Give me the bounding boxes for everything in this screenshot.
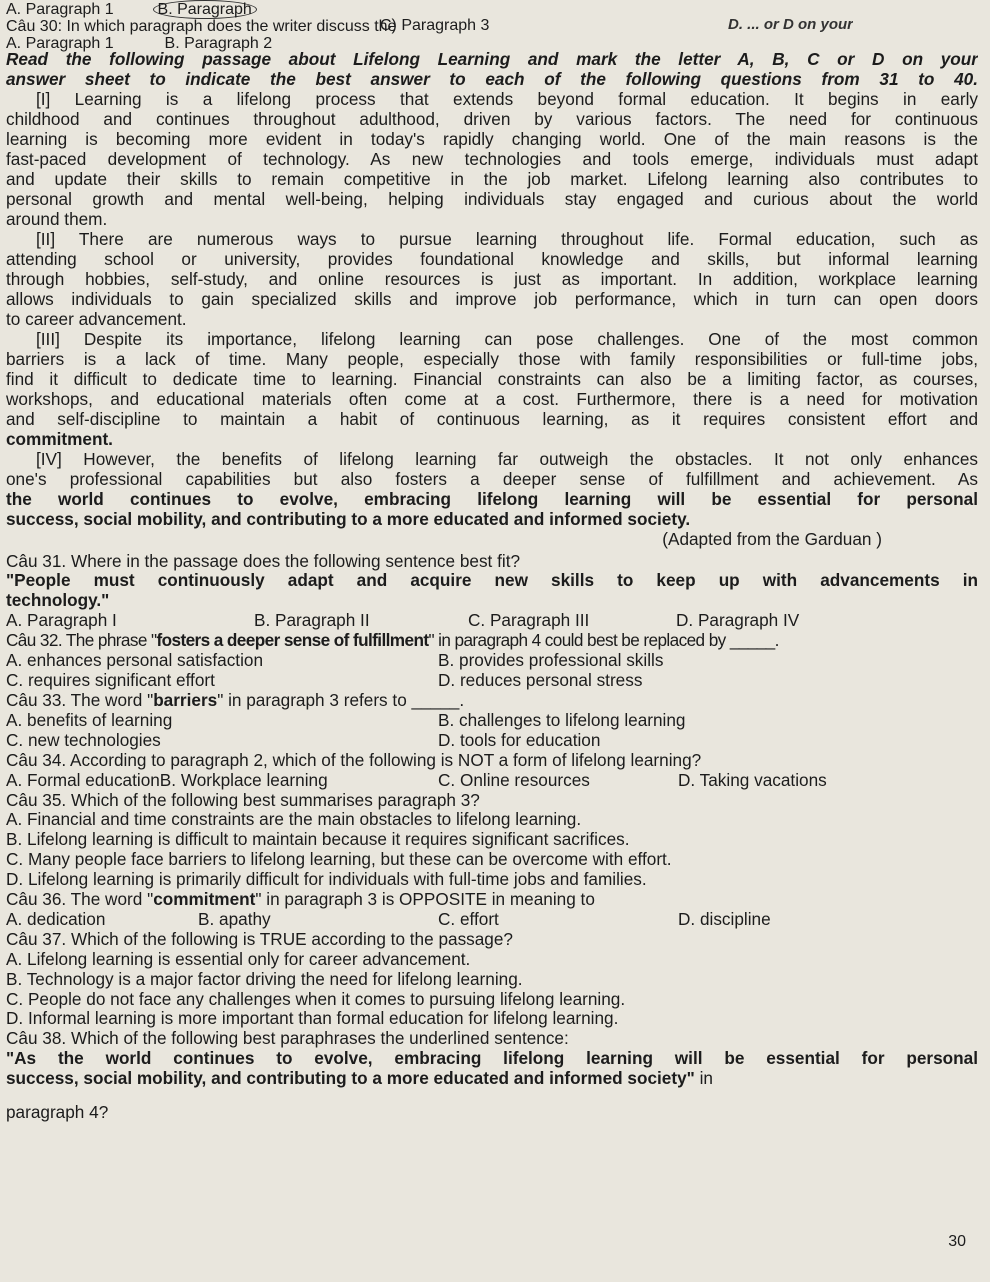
q32-option-a[interactable]: A. enhances personal satisfaction	[6, 650, 264, 671]
q38-quote-bold: success, social mobility, and contributing to a more educated and informed society"	[6, 1069, 695, 1089]
q33-options-row-2	[6, 731, 978, 751]
q29-option-b: B. Paragraph	[153, 0, 257, 19]
p4-line-4: success, social mobility, and contributing to a more educated and informed society.	[6, 509, 691, 529]
q37-option-d[interactable]: D. Informal learning is more important than formal education for lifelong learning.	[6, 1009, 619, 1029]
p1-line-4: fast-paced development of technology. As new technologies and tools emerge, individuals must adapt	[6, 150, 978, 169]
p3-line-1: [III] Despite its importance, lifelong learning can pose challenges. One of the most common	[36, 329, 978, 349]
q36-stem-word: commitment	[153, 890, 256, 910]
q31-option-b[interactable]: B. Paragraph II	[254, 610, 370, 631]
q29-option-a: A. Paragraph 1	[6, 1, 114, 18]
q37-option-b[interactable]: B. Technology is a major factor driving the need for lifelong learning.	[6, 969, 523, 989]
q36-option-c[interactable]: C. effort	[438, 908, 499, 929]
q31-option-c[interactable]: C. Paragraph III	[468, 610, 590, 631]
p1-line-1: [I] Learning is a lifelong process that extends beyond formal education. It begins in early	[36, 90, 978, 109]
q33-option-d[interactable]: D. tools for education	[438, 729, 601, 750]
q32-options-row-1	[6, 651, 978, 671]
p4-line-2: one's professional capabilities but also fosters a deeper sense of fulfillment and achievement. As	[6, 469, 978, 489]
instruction-line-1: Read the following passage about Lifelong Learning and mark the letter A, B, C or D on your	[6, 50, 978, 69]
p1-line-5: and update their skills to remain competitive in the job market. Lifelong learning also contributes to	[6, 170, 978, 189]
q33-stem	[6, 691, 978, 711]
q36-stem-pre: Câu 36. The word "	[6, 890, 154, 910]
q34-option-a-b[interactable]: A. Formal educationB. Workplace learning	[6, 769, 328, 790]
q31-option-a[interactable]: A. Paragraph I	[6, 610, 117, 631]
p2-line-2: attending school or university, provides foundational knowledge and skills, but informal learning	[6, 249, 978, 269]
q31-quote-line-1: "People must continuously adapt and acquire new skills to keep up with advancements in	[6, 571, 978, 591]
q31-options	[6, 611, 978, 631]
q35-option-c[interactable]: C. Many people face barriers to lifelong learning, but these can be overcome with effort.	[6, 850, 672, 870]
instruction-line-2: answer sheet to indicate the best answer to each of the following questions from 31 to 40.	[6, 70, 978, 89]
p2-line-3: through hobbies, self-study, and online resources is just as important. In addition, workplace learning	[6, 269, 978, 289]
q32-option-b[interactable]: B. provides professional skills	[438, 650, 664, 671]
q30-option-b: B. Paragraph 2	[164, 35, 273, 52]
p3-line-3: find it difficult to dedicate time to learning. Financial constraints can also be a limiting factor, as courses,	[6, 369, 978, 389]
q33-option-c[interactable]: C. new technologies	[6, 729, 161, 750]
q35-option-b[interactable]: B. Lifelong learning is difficult to maintain because it requires significant sacrifices.	[6, 830, 630, 850]
q33-stem-pre: Câu 33. The word "	[6, 690, 154, 710]
q30-question: Câu 30: In which paragraph does the writer discuss the	[6, 18, 397, 35]
q33-stem-post: " in paragraph 3 refers to _____.	[217, 690, 465, 710]
p2-line-4: allows individuals to gain specialized skills and improve job performance, which in turn can open doors	[6, 289, 978, 309]
q33-stem-word: barriers	[153, 690, 218, 710]
q31-quote-line-2: technology."	[6, 591, 110, 611]
q38-stem: Câu 38. Which of the following best paraphrases the underlined sentence:	[6, 1029, 569, 1049]
p2-line-1: [II] There are numerous ways to pursue learning throughout life. Formal education, such as	[36, 229, 978, 249]
q36-option-a[interactable]: A. dedication	[6, 908, 106, 929]
passage-source: (Adapted from the Garduan )	[662, 529, 882, 549]
q30-option-a: A. Paragraph 1	[6, 35, 114, 52]
page-number: 30	[948, 1233, 966, 1250]
q33-options-row-1	[6, 711, 978, 731]
p2-line-5: to career advancement.	[6, 309, 187, 329]
q36-stem-post: " in paragraph 3 is OPPOSITE in meaning to	[255, 890, 595, 910]
q32-stem-pre: Câu 32. The phrase "	[6, 631, 157, 651]
q37-stem: Câu 37. Which of the following is TRUE according to the passage?	[6, 929, 513, 949]
q35-option-a[interactable]: A. Financial and time constraints are the main obstacles to lifelong learning.	[6, 810, 582, 830]
q37-option-a[interactable]: A. Lifelong learning is essential only for career advancement.	[6, 949, 471, 969]
p3-line-4: workshops, and educational materials often come at a cost. Furthermore, there is a need for motivation	[6, 389, 978, 409]
q34-options	[6, 771, 978, 791]
q36-option-d[interactable]: D. discipline	[678, 908, 771, 929]
p3-line-5: and self-discipline to maintain a habit of continuous learning, as it requires consistent effort and	[6, 409, 978, 429]
q32-option-d[interactable]: D. reduces personal stress	[438, 670, 643, 691]
p4-line-3: the world continues to evolve, embracing lifelong learning will be essential for personal	[6, 489, 978, 509]
p3-line-2: barriers is a lack of time. Many people, especially those with family responsibilities or full-time jobs,	[6, 349, 978, 369]
q32-stem	[6, 631, 978, 651]
p3-line-6: commitment.	[6, 429, 113, 449]
q32-options-row-2	[6, 671, 978, 691]
q35-stem: Câu 35. Which of the following best summarises paragraph 3?	[6, 790, 480, 810]
q36-stem	[6, 890, 978, 910]
q36-option-b[interactable]: B. apathy	[198, 908, 271, 929]
q32-option-c[interactable]: C. requires significant effort	[6, 670, 215, 691]
q38-tail: paragraph 4?	[6, 1103, 109, 1123]
q30-option-c: C) Paragraph 3	[380, 17, 490, 34]
q37-option-c[interactable]: C. People do not face any challenges when it comes to pursuing lifelong learning.	[6, 989, 626, 1009]
q32-stem-phrase: fosters a deeper sense of fulfillment	[156, 631, 429, 651]
p4-line-1: [IV] However, the benefits of lifelong learning far outweigh the obstacles. It not only enhances	[36, 449, 978, 469]
q35-option-d[interactable]: D. Lifelong learning is primarily difficult for individuals with full-time jobs and families.	[6, 870, 647, 890]
q33-option-b[interactable]: B. challenges to lifelong learning	[438, 709, 686, 730]
p1-line-6: personal growth and mental well-being, helping individuals stay engaged and curious about the world	[6, 190, 978, 209]
p1-line-3: learning is becoming more evident in today's rapidly changing world. One of the main reasons is the	[6, 130, 978, 149]
q31-stem: Câu 31. Where in the passage does the following sentence best fit?	[6, 551, 521, 571]
q34-stem: Câu 34. According to paragraph 2, which of the following is NOT a form of lifelong learning?	[6, 750, 702, 770]
q34-option-d[interactable]: D. Taking vacations	[678, 769, 827, 790]
q31-option-d[interactable]: D. Paragraph IV	[676, 610, 800, 631]
q38-quote-line-1: "As the world continues to evolve, embracing lifelong learning will be essential for personal	[6, 1049, 978, 1069]
q30-fragment: D. ... or D on your	[728, 16, 854, 33]
q34-option-c[interactable]: C. Online resources	[438, 769, 590, 790]
q38-quote-line-2	[6, 1069, 978, 1089]
p1-line-2: childhood and continues throughout adulthood, driven by various factors. The need for continuous	[6, 110, 978, 129]
q38-quote-tail: in	[694, 1069, 713, 1089]
q33-option-a[interactable]: A. benefits of learning	[6, 709, 173, 730]
q36-options	[6, 910, 978, 930]
p1-line-7: around them.	[6, 210, 108, 229]
q32-stem-post: " in paragraph 4 could best be replaced by _____.	[428, 631, 779, 651]
